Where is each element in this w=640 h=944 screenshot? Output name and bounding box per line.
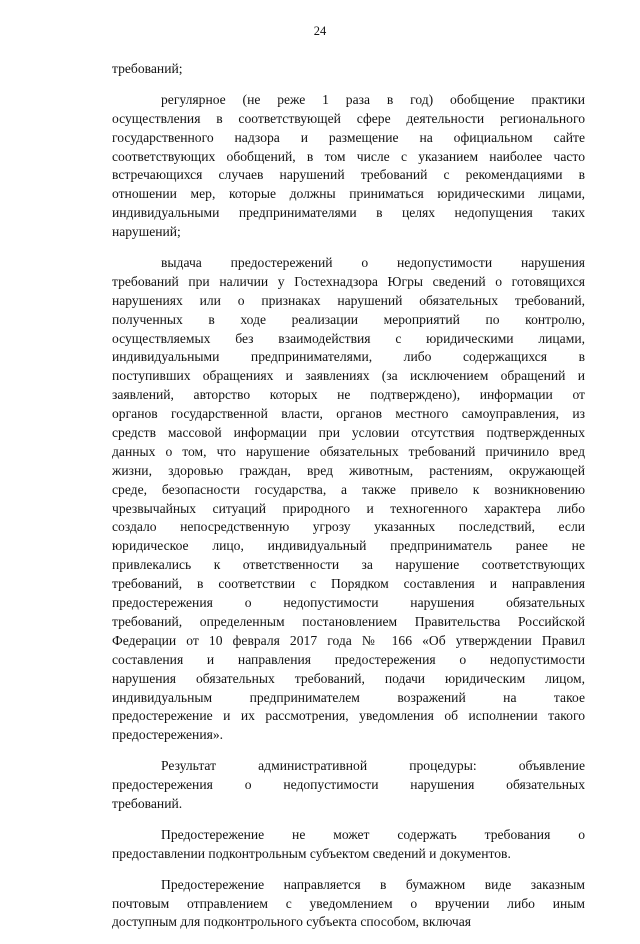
text-line: выдача предостережений о недопустимости нарушения [161, 255, 585, 271]
text-line: требований, определенным постановлением Правительства Российской [112, 613, 585, 629]
text-line: Предостережение не может содержать требования о [161, 826, 585, 842]
text-line: поступивших обращениях и заявлениях (за исключением обращений и [112, 368, 585, 384]
text-line: составления и направления предостережения о недопустимости [112, 651, 585, 667]
text-line: предостережения о недопустимости нарушения обязательных [112, 595, 585, 611]
text-line: требований при наличии у Гостехнадзора Югры сведений о готовящихся [112, 273, 585, 289]
text-line: встречающихся случаев нарушений требований с рекомендациями в [112, 167, 585, 183]
text-line: индивидуальным предпринимателем возражений на такое [112, 689, 585, 705]
text-line: Федерации от 10 февраля 2017 года № 166 «Об утверждении Правил [112, 632, 585, 648]
text-line: индивидуальными предпринимателями, либо содержащихся в [112, 349, 585, 365]
text-line: привлекались к ответственности за нарушение соответствующих [112, 557, 585, 573]
paragraph [112, 91, 585, 242]
page-number: 24 [313, 24, 327, 38]
text-line: юридическое лицо, индивидуальный предприниматель ранее не [112, 538, 585, 554]
paragraph [112, 876, 585, 933]
text-line: нарушения обязательных требований, подачи юридическим лицом, [112, 670, 585, 686]
text-line: предостережения». [112, 727, 224, 743]
paragraph [112, 254, 585, 745]
text-line: отношении мер, которые должны приниматься юридическими лицами, [112, 186, 585, 202]
text-line: создало непосредственную угрозу указанных последствий, если [112, 519, 585, 535]
text-line: почтовым отправлением с уведомлением о вручении либо иным [112, 895, 585, 911]
text-line: требований, в соответствии с Порядком составления и направления [112, 576, 585, 592]
text-line: заявлений, авторство которых не подтверждено), информации от [112, 387, 585, 403]
text-line: полученных в ходе реализации мероприятий по контролю, [112, 311, 585, 327]
text-line: органов государственной власти, органов местного самоуправления, из [112, 406, 585, 422]
text-line: нарушений; [112, 224, 181, 240]
body-text [112, 60, 585, 944]
text-line: нарушениях или о признаках нарушений обязательных требований, [112, 292, 585, 308]
text-line: требований. [112, 795, 183, 811]
text-line: предостережения о недопустимости нарушения обязательных [112, 777, 585, 793]
text-line: Предостережение направляется в бумажном виде заказным [161, 876, 585, 892]
text-line: индивидуальными предпринимателями в целях недопущения таких [112, 205, 585, 221]
text-line: чрезвычайных ситуаций природного и техногенного характера либо [112, 500, 585, 516]
text-line: жизни, здоровью граждан, вред животным, растениям, окружающей [112, 462, 585, 478]
text-line: осуществляемых без взаимодействия с юридическими лицами, [112, 330, 585, 346]
text-line: регулярное (не реже 1 раза в год) обобщение практики [161, 91, 585, 107]
text-line: осуществления в соответствующей сфере деятельности регионального [112, 110, 585, 126]
paragraph [112, 757, 585, 814]
text-line: Результат административной процедуры: объявление [161, 758, 585, 774]
text-line: предоставлении подконтрольным субъектом сведений и документов. [112, 845, 511, 861]
text-line: средств массовой информации при условии отсутствия подтвержденных [112, 425, 585, 441]
text-line: государственного надзора и размещение на официальном сайте [112, 129, 585, 145]
paragraph [112, 826, 585, 864]
text-line: соответствующих обобщений, в том числе с указанием наиболее часто [112, 148, 585, 164]
text-line: данных о том, что нарушение обязательных требований причинило вред [112, 443, 585, 459]
text-line: предостережение и их рассмотрения, уведомления об исполнении такого [112, 708, 585, 724]
paragraph [112, 60, 585, 79]
text-line: доступным для подконтрольного субъекта способом, включая [112, 914, 472, 930]
text-line: среде, безопасности государства, а также привело к возникновению [112, 481, 585, 497]
text-line: требований; [112, 61, 183, 76]
